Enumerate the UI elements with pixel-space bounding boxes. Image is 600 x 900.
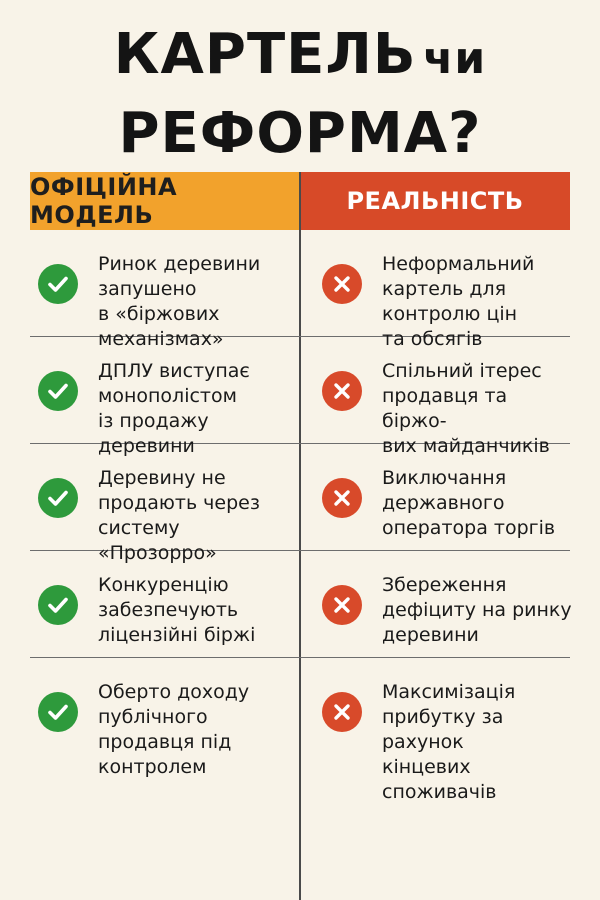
official-text: Оберто доходу публічного продавця під контролем	[98, 681, 250, 778]
comparison-row	[30, 230, 570, 350]
official-cell	[30, 658, 300, 778]
reality-cell	[300, 444, 570, 550]
official-text: ДПЛУ виступає монополістом із продажу деревини	[98, 360, 250, 457]
comparison-table	[30, 230, 572, 803]
reality-text: Неформальний картель для контролю цін та обсягів	[382, 253, 535, 350]
check-icon	[38, 692, 78, 732]
cross-icon	[322, 692, 362, 732]
title-word-cartel: КАРТЕЛЬ	[113, 22, 417, 87]
header-reality: РЕАЛЬНІСТЬ	[300, 172, 570, 230]
check-icon	[38, 264, 78, 304]
title-word-or: чи	[423, 33, 487, 84]
cross-icon	[322, 264, 362, 304]
reality-cell	[300, 658, 570, 803]
check-icon	[38, 478, 78, 518]
comparison-row	[30, 337, 570, 457]
cross-icon	[322, 585, 362, 625]
check-icon	[38, 371, 78, 411]
header-official-model: ОФІЦІЙНА МОДЕЛЬ	[30, 172, 300, 230]
check-icon	[38, 585, 78, 625]
official-text: Конкуренцію забезпечують ліцензійні біржі	[98, 574, 256, 646]
official-cell	[30, 337, 300, 457]
cross-icon	[322, 478, 362, 518]
comparison-row	[30, 658, 570, 803]
title-line-1	[0, 22, 600, 101]
official-text: Ринок деревини запушено в «біржових механізмах»	[98, 253, 261, 350]
official-cell	[30, 230, 300, 350]
reality-text: Максимізація прибутку за рахунок кінцевих споживачів	[382, 681, 516, 803]
official-cell	[30, 444, 300, 564]
reality-cell	[300, 230, 570, 350]
reality-text: Збереження дефіциту на ринку деревини	[382, 574, 572, 646]
reality-text: Спільний ітерес продавця та біржо- вих майданчиків	[382, 360, 550, 457]
reality-text: Виключання державного оператора торгів	[382, 467, 556, 539]
comparison-row	[30, 444, 570, 564]
comparison-row	[30, 551, 570, 658]
official-text: Деревину не продають через систему «Прозорро»	[98, 467, 260, 564]
title-line-2: РЕФОРМА?	[118, 101, 482, 166]
cross-icon	[322, 371, 362, 411]
reality-cell	[300, 551, 570, 657]
official-cell	[30, 551, 300, 657]
page-title	[0, 22, 600, 167]
reality-cell	[300, 337, 570, 457]
